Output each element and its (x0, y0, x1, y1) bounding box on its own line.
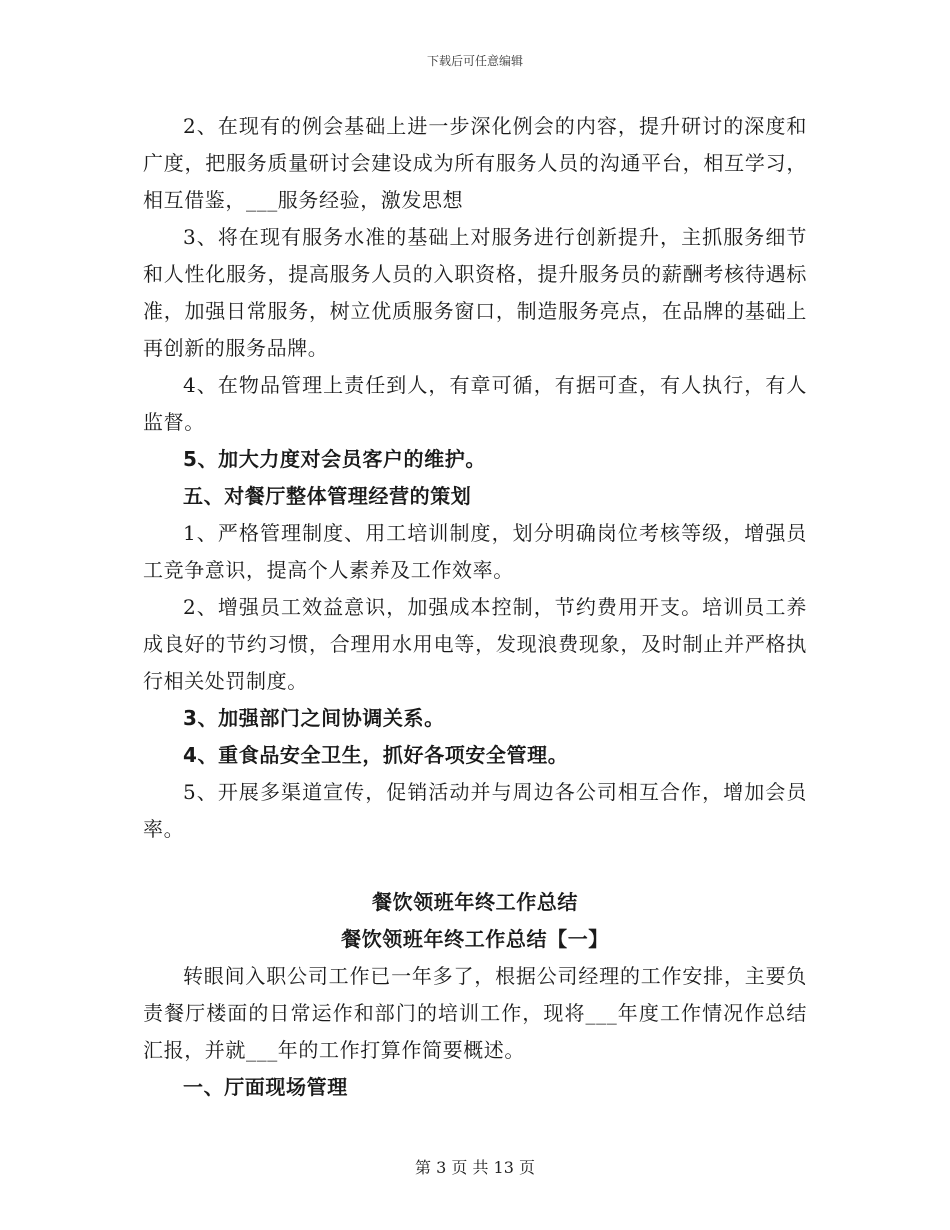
paragraph-service-innovation: 3、将在现有服务水准的基础上对服务进行创新提升，主抓服务细节和人性化服务，提高服务人员的入职资格，提升服务员的薪酬考核待遇标准，加强日常服务，树立优质服务窗口，制造服务亮点，在品牌的基础上再创新的服务品牌。 (143, 225, 807, 360)
paragraph-member-maintenance: 5、加大力度对会员客户的维护。 (183, 447, 486, 471)
section-gap (143, 848, 807, 884)
paragraph-cost-control: 2、增强员工效益意识，加强成本控制，节约费用开支。培训员工养成良好的节约习惯，合理用水用电等，发现浪费现象，及时制止并严格执行相关处罚制度。 (143, 595, 807, 693)
paragraph-management-system: 1、严格管理制度、用工培训制度，划分明确岗位考核等级，增强员工竞争意识，提高个人素养及工作效率。 (143, 521, 807, 582)
paragraph-item-management: 4、在物品管理上责任到人，有章可循，有据可查，有人执行，有人监督。 (143, 373, 807, 434)
document-body (143, 108, 807, 1106)
paragraph-service-meeting: 2、在现有的例会基础上进一步深化例会的内容，提升研讨的深度和广度，把服务质量研讨会建设成为所有服务人员的沟通平台，相互学习，相互借鉴，___服务经验，激发思想 (143, 114, 807, 212)
section-heading-one: 一、厅面现场管理 (183, 1075, 348, 1099)
paragraph-promotion: 5、开展多渠道宣传，促销活动并与周边各公司相互合作，增加会员率。 (143, 780, 807, 841)
paragraph-department-coordination: 3、加强部门之间协调关系。 (183, 706, 445, 730)
page-footer: 第 3 页 共 13 页 (415, 1158, 535, 1177)
paragraph-food-safety: 4、重食品安全卫生，抓好各项安全管理。 (183, 743, 569, 767)
document-title: 餐饮领班年终工作总结 (372, 890, 578, 914)
page-header: 下载后可任意编辑 (426, 54, 523, 68)
paragraph-intro: 转眼间入职公司工作已一年多了，根据公司经理的工作安排，主要负责餐厅楼面的日常运作和部门的培训工作，现将___年度工作情况作总结汇报，并就___年的工作打算作简要概述。 (143, 964, 807, 1062)
document-subtitle: 餐饮领班年终工作总结【一】 (341, 927, 609, 951)
section-heading-five: 五、对餐厅整体管理经营的策划 (183, 484, 472, 508)
